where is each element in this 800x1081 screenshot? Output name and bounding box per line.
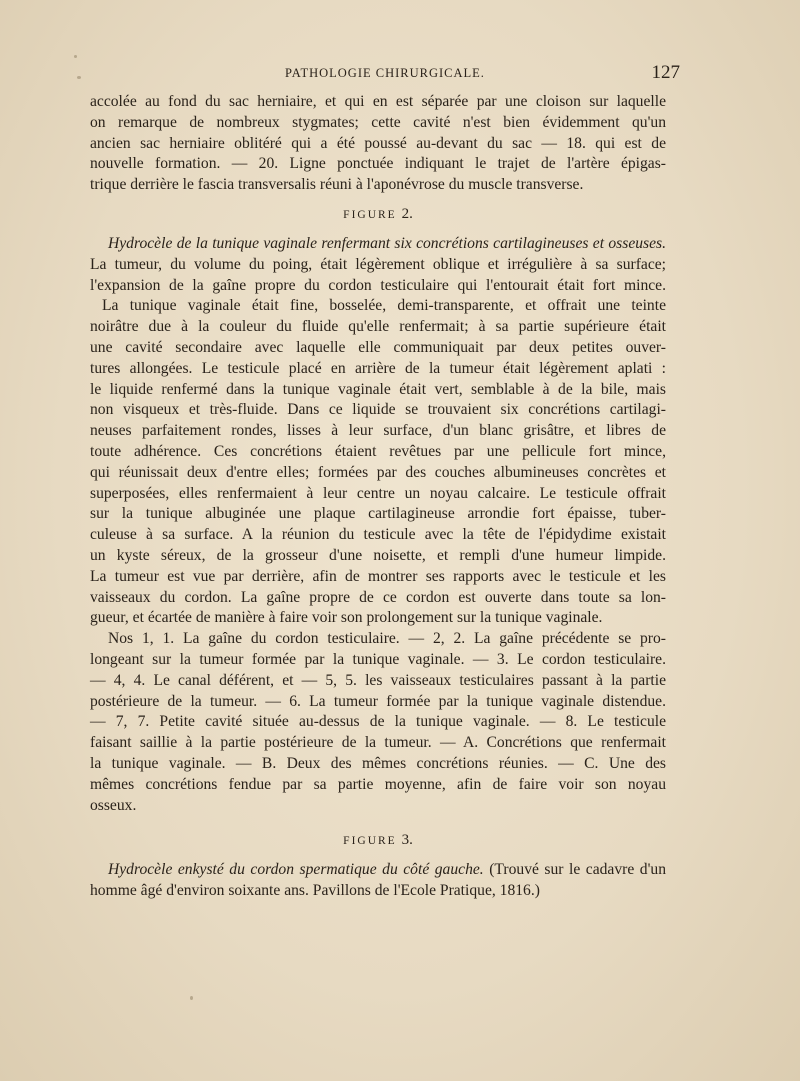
text-line: longeant sur la tumeur formée par la tunique vaginale. — 3. Le cordon testiculaire.	[90, 650, 666, 668]
figure-2-heading	[90, 206, 666, 222]
paper-speck	[74, 55, 77, 58]
page-body	[90, 92, 666, 902]
text-line: on remarque de nombreux stygmates; cette cavité n'est bien évidemment qu'un	[90, 113, 666, 131]
text-line: un kyste séreux, de la grosseur d'une noisette, et rempli d'une humeur limpide.	[90, 546, 666, 564]
figure-3-title: Hydrocèle enkysté du cordon spermatique du côté gauche.	[108, 861, 484, 879]
text-line: La tunique vaginale était fine, bosselée, demi-transparente, et offrait une teinte	[102, 297, 666, 315]
figure-2-title: Hydrocèle de la tunique vaginale renfermant six concrétions cartilagineuses et osseuses.	[108, 234, 666, 252]
text-line: noirâtre due à la couleur du fluide qu'elle renfermait; à sa partie supérieure était	[90, 318, 666, 336]
text-line: le liquide renfermé dans la tunique vaginale était vert, semblable à de la bile, mais	[90, 380, 666, 398]
figure-2-description	[90, 234, 666, 629]
text-line: — 4, 4. Le canal déférent, et — 5, 5. les vaisseaux testiculaires passant à la partie	[90, 671, 666, 689]
text-line: postérieure de la tumeur. — 6. La tumeur formée par la tunique vaginale distendue.	[90, 692, 666, 710]
continued-paragraph	[90, 92, 666, 196]
text-line: toute adhérence. Ces concrétions étaient revêtues par une pellicule fort mince,	[90, 442, 666, 460]
paper-speck	[77, 76, 81, 79]
text-line: La tumeur, du volume du poing, était légèrement oblique et irrégulière à sa surface;	[90, 255, 666, 273]
text-line: une cavité secondaire avec laquelle elle communiquait par deux petites ouver-	[90, 338, 666, 356]
figure-3-description	[90, 860, 666, 902]
text-line: La tumeur est vue par derrière, afin de montrer ses rapports avec le testicule et les	[90, 567, 666, 585]
figure-number: 3.	[401, 832, 413, 849]
figure-label: FIGURE	[343, 835, 397, 848]
text-line: — 7, 7. Petite cavité située au-dessus de la tunique vaginale. — 8. Le testicule	[90, 713, 666, 731]
figure-label: FIGURE	[343, 208, 397, 221]
text-line: sur la tunique albuginée une plaque cartilagineuse arrondie fort épaisse, tuber-	[90, 505, 666, 523]
figure-number: 2.	[401, 205, 413, 222]
text-line: osseux.	[90, 796, 137, 814]
text-line: vaisseaux du cordon. La gaîne propre de ce cordon est ouverte dans toute sa lon-	[90, 588, 666, 606]
figure-3-note-start: (Trouvé sur le cadavre d'un	[489, 861, 666, 879]
text-line: homme âgé d'environ soixante ans. Pavillons de l'Ecole Pratique, 1816.)	[90, 882, 540, 900]
figure-2-legend	[90, 629, 666, 816]
text-line: mêmes concrétions fendue par sa partie moyenne, afin de faire voir son noyau	[90, 775, 666, 793]
figure-3-heading	[90, 832, 666, 848]
text-line: l'expansion de la gaîne propre du cordon testiculaire qui l'entourait était fort mince.	[90, 276, 666, 294]
text-line: trique derrière le fascia transversalis réuni à l'aponévrose du muscle transverse.	[90, 176, 584, 194]
text-line: gueur, et écartée de manière à faire voir son prolongement sur la tunique vaginale.	[90, 609, 603, 627]
text-line: nouvelle formation. — 20. Ligne ponctuée indiquant le trajet de l'artère épigas-	[90, 155, 666, 173]
running-title: PATHOLOGIE CHIRURGICALE.	[285, 66, 485, 80]
page-number: 127	[651, 62, 680, 83]
text-line: Nos 1, 1. La gaîne du cordon testiculaire. — 2, 2. La gaîne précédente se pro-	[108, 630, 666, 648]
text-line: ancien sac herniaire oblitéré qui a été poussé au-devant du sac — 18. qui est de	[90, 134, 666, 152]
text-line: culeuse à sa surface. A la réunion du testicule avec la tête de l'épidydime existait	[90, 526, 666, 544]
text-line: qui réunissait deux d'entre elles; formées par des couches albumineuses concrètes et	[90, 463, 666, 481]
text-line: accolée au fond du sac herniaire, et qui en est séparée par une cloison sur laquelle	[90, 93, 666, 110]
text-line: non visqueux et très-fluide. Dans ce liquide se trouvaient six concrétions cartilagi-	[90, 401, 666, 419]
text-line: neuses parfaitement rondes, lisses à leur surface, d'un blanc grisâtre, et libres de	[90, 422, 666, 440]
figure-2-title-line	[90, 234, 666, 255]
text-line: la tunique vaginale. — B. Deux des mêmes concrétions réunies. — C. Une des	[90, 754, 666, 772]
text-line: faisant saillie à la partie postérieure de la tumeur. — A. Concrétions que renfermait	[90, 734, 666, 752]
figure-3-first-line	[90, 860, 666, 881]
text-line: superposées, elles renfermaient à leur centre un noyau calcaire. Le testicule offrait	[90, 484, 666, 502]
text-line: tures allongées. Le testicule placé en arrière de la tumeur était légèrement aplati :	[90, 359, 666, 377]
paper-speck	[190, 996, 193, 1000]
